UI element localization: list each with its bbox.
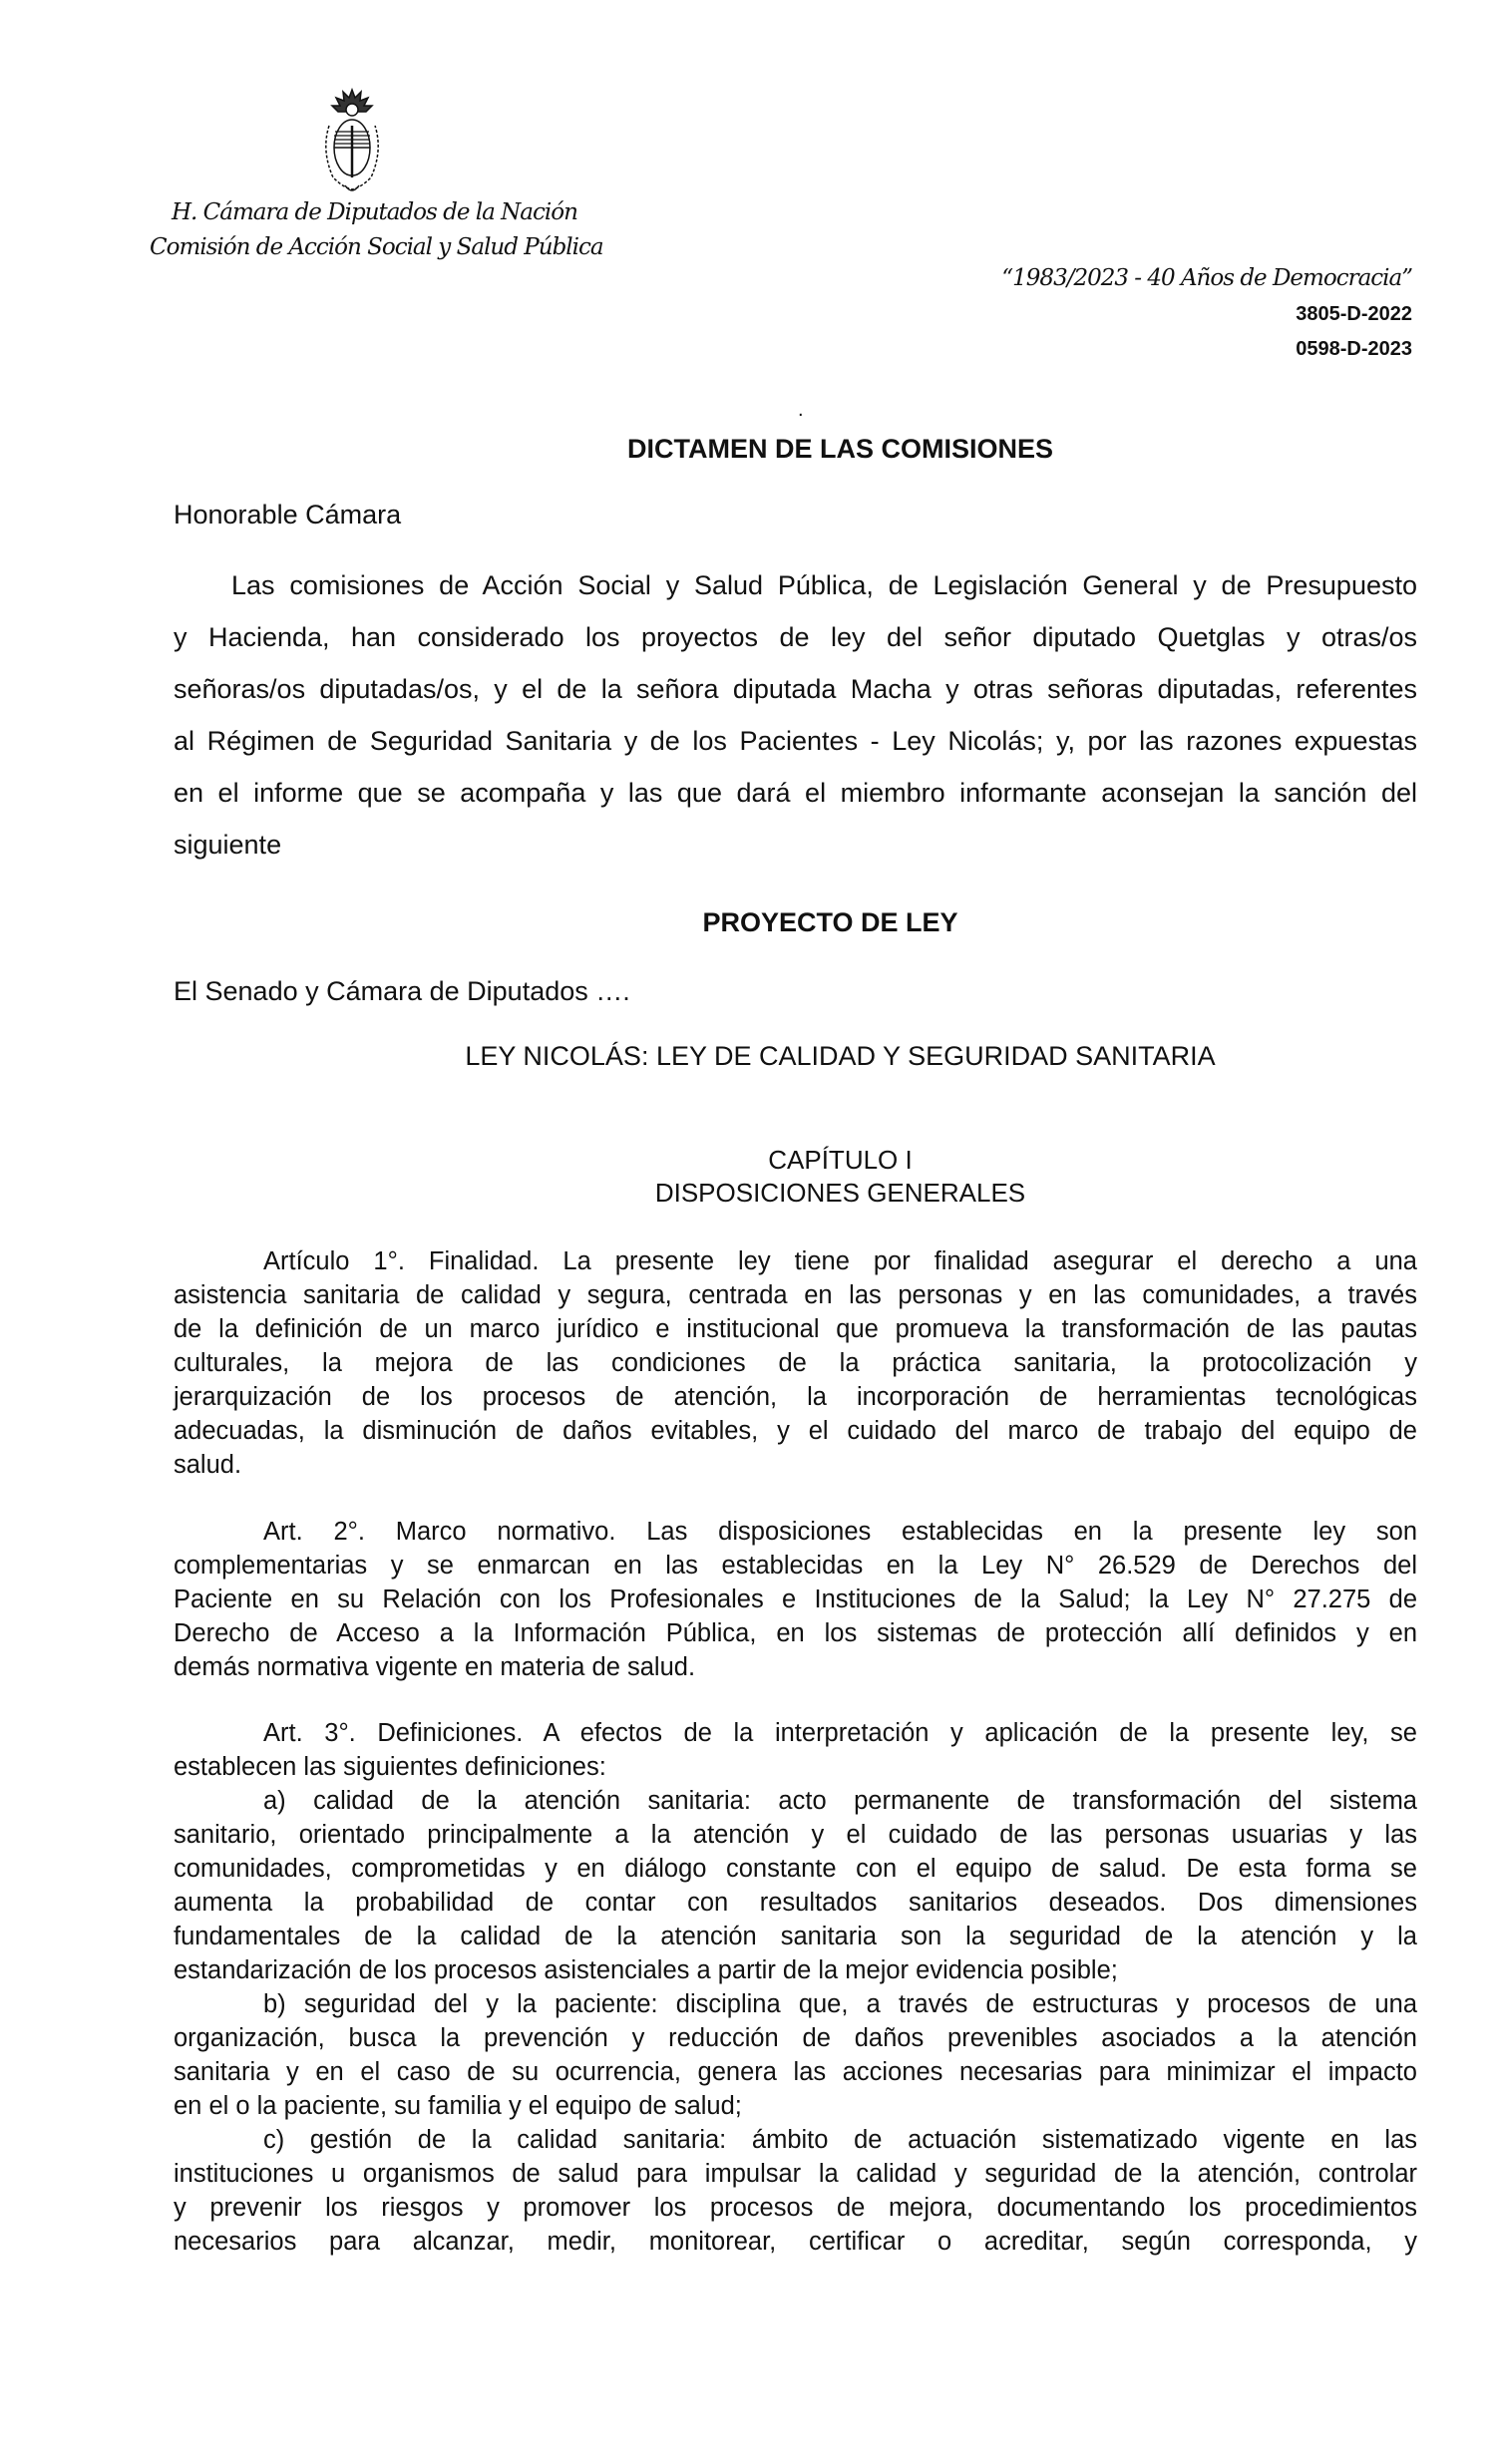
coat-of-arms-logo — [317, 86, 387, 197]
text-line: fundamentales de la calidad de la atención sanitaria son la seguridad de la atención y la — [174, 1923, 1417, 1950]
article-3 — [174, 1716, 1417, 2259]
text-line: complementarias y se enmarcan en las establecidas en la Ley N° 26.529 de Derechos del — [174, 1552, 1417, 1580]
law-title: LEY NICOLÁS: LEY DE CALIDAD Y SEGURIDAD SANITARIA — [465, 1041, 1216, 1071]
text-line: y prevenir los riesgos y promover los procesos de mejora, documentando los procedimientos — [174, 2194, 1417, 2222]
text-line: Art. 3°. Definiciones. A efectos de la interpretación y aplicación de la presente ley, se — [263, 1719, 1417, 1747]
salutation: Honorable Cámara — [174, 500, 402, 529]
text-line: necesarios para alcanzar, medir, monitorear, certificar o acreditar, según corresponda, y — [174, 2228, 1417, 2256]
text-line: c) gestión de la calidad sanitaria: ámbito de actuación sistematizado vigente en las — [263, 2126, 1417, 2154]
text-line: aumenta la probabilidad de contar con resultados sanitarios deseados. Dos dimensiones — [174, 1889, 1417, 1917]
text-line: instituciones u organismos de salud para impulsar la calidad y seguridad de la atención, controlar — [174, 2160, 1417, 2188]
chapter-number: CAPÍTULO I — [768, 1145, 913, 1175]
text-line: adecuadas, la disminución de daños evitables, y el cuidado del marco de trabajo del equipo de — [174, 1417, 1417, 1445]
article-1 — [174, 1244, 1417, 1482]
file-number-1: 3805-D-2022 — [1296, 303, 1412, 325]
text-line: y Hacienda, han considerado los proyectos de ley del señor diputado Quetglas y otras/os — [174, 622, 1417, 652]
text-line: siguiente — [174, 830, 282, 860]
enactment-formula: El Senado y Cámara de Diputados …. — [174, 976, 630, 1006]
text-line: de la definición de un marco jurídico e institucional que promueva la transformación de las pautas — [174, 1315, 1417, 1343]
text-line: demás normativa vigente en materia de salud. — [174, 1653, 696, 1681]
text-line: Art. 2°. Marco normativo. Las disposiciones establecidas en la presente ley son — [263, 1518, 1417, 1546]
text-line: establecen las siguientes definiciones: — [174, 1753, 606, 1781]
motto: “1983/2023 - 40 Años de Democracia” — [1001, 265, 1412, 291]
text-line: Las comisiones de Acción Social y Salud Pública, de Legislación General y de Presupuesto — [231, 570, 1417, 600]
text-line: asistencia sanitaria de calidad y segura, centrada en las personas y en las comunidades, a través — [174, 1281, 1417, 1309]
text-line: Paciente en su Relación con los Profesionales e Instituciones de la Salud; la Ley N° 27.275 de — [174, 1585, 1417, 1613]
text-line: organización, busca la prevención y reducción de daños prevenibles asociados a la atención — [174, 2024, 1417, 2052]
text-line: al Régimen de Seguridad Sanitaria y de los Pacientes - Ley Nicolás; y, por las razones expuestas — [174, 726, 1417, 756]
institution-name: H. Cámara de Diputados de la Nación — [172, 199, 577, 225]
text-line: en el informe que se acompaña y las que dará el miembro informante aconsejan la sanción del — [174, 778, 1417, 808]
project-title: PROYECTO DE LEY — [702, 907, 958, 937]
text-line: b) seguridad del y la paciente: disciplina que, a través de estructuras y procesos de una — [263, 1990, 1417, 2018]
stray-dot: . — [798, 399, 804, 421]
text-line: sanitario, orientado principalmente a la atención y el cuidado de las personas usuarias y las — [174, 1821, 1417, 1849]
file-number-2: 0598-D-2023 — [1296, 338, 1412, 360]
text-line: salud. — [174, 1451, 242, 1479]
intro-paragraph — [174, 559, 1417, 871]
article-2 — [174, 1515, 1417, 1684]
text-line: Derecho de Acceso a la Información Pública, en los sistemas de protección allí definidos y en — [174, 1619, 1417, 1647]
commission-name: Comisión de Acción Social y Salud Pública — [150, 234, 603, 260]
text-line: señoras/os diputadas/os, y el de la señora diputada Macha y otras señoras diputadas, referentes — [174, 674, 1417, 704]
text-line: en el o la paciente, su familia y el equipo de salud; — [174, 2092, 742, 2120]
text-line: comunidades, comprometidas y en diálogo constante con el equipo de salud. De esta forma se — [174, 1855, 1417, 1883]
text-line: estandarización de los procesos asistenciales a partir de la mejor evidencia posible; — [174, 1956, 1118, 1984]
text-line: Artículo 1°. Finalidad. La presente ley tiene por finalidad asegurar el derecho a una — [263, 1247, 1417, 1275]
text-line: jerarquización de los procesos de atención, la incorporación de herramientas tecnológicas — [174, 1383, 1417, 1411]
document-title: DICTAMEN DE LAS COMISIONES — [626, 434, 1054, 464]
text-line: culturales, la mejora de las condiciones de la práctica sanitaria, la protocolización y — [174, 1349, 1417, 1377]
text-line: sanitaria y en el caso de su ocurrencia, genera las acciones necesarias para minimizar el impacto — [174, 2058, 1417, 2086]
text-line: a) calidad de la atención sanitaria: acto permanente de transformación del sistema — [263, 1787, 1417, 1815]
chapter-title: DISPOSICIONES GENERALES — [654, 1178, 1026, 1208]
